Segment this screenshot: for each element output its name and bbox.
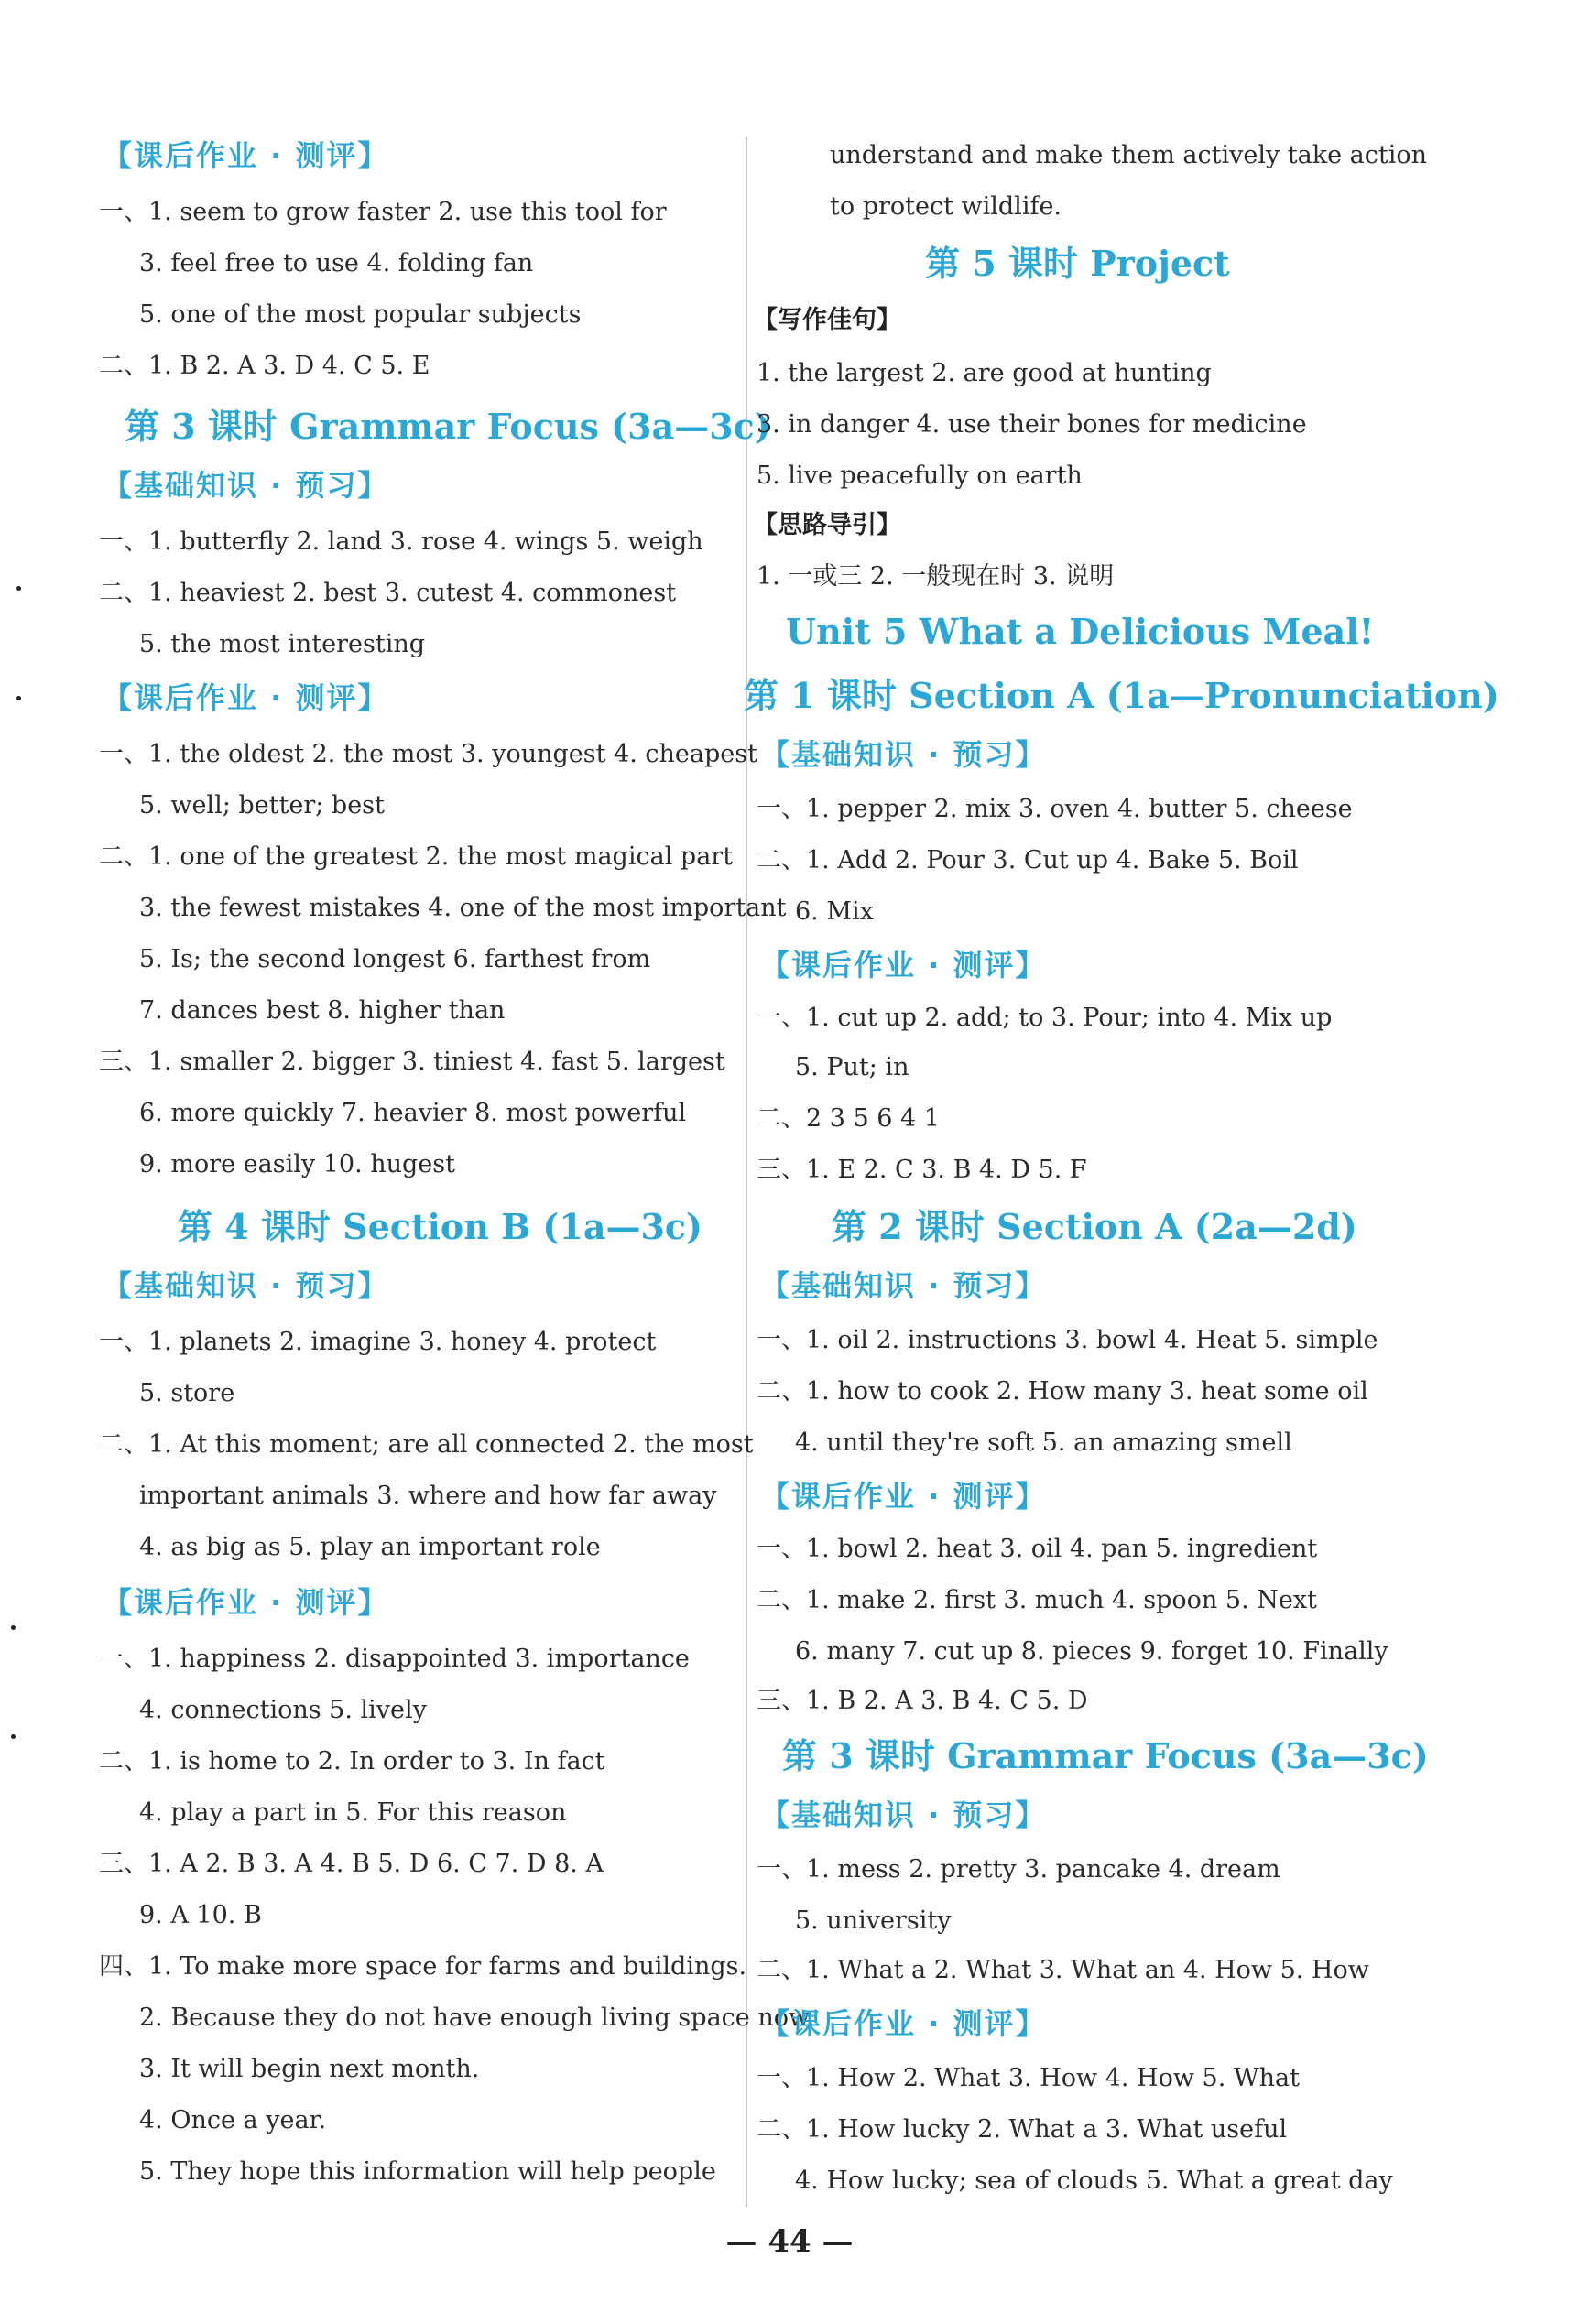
answer-line: 4. Once a year. [139,2106,327,2134]
lesson-heading: 第 2 课时 Section A (2a—2d) [832,1206,1357,1247]
answer-line: 一、1. seem to grow faster 2. use this tool for [99,198,667,226]
margin-dot [11,1734,16,1739]
answer-line: 4. play a part in 5. For this reason [139,1798,567,1827]
answer-line: 三、1. smaller 2. bigger 3. tiniest 4. fast 5. largest [99,1048,725,1076]
section-label-basics: 【基础知识 · 预习】 [760,1268,1047,1303]
answer-line: 4. How lucky; sea of clouds 5. What a great day [795,2167,1393,2195]
answer-line: 二、1. B 2. A 3. D 4. C 5. E [99,352,430,380]
answer-line: 3. in danger 4. use their bones for medicine [757,410,1307,439]
answer-line: 5. They hope this information will help people [139,2157,716,2186]
answer-line: 5. well; better; best [139,791,385,820]
section-label-writing: 【写作佳句】 [753,306,901,334]
answer-line: 1. 一或三 2. 一般现在时 3. 说明 [757,562,1115,591]
answer-line: 一、1. planets 2. imagine 3. honey 4. protect [99,1328,657,1356]
answer-line: 5. Is; the second longest 6. farthest from [139,945,651,973]
answer-line: 5. the most interesting [139,630,426,658]
lesson-heading: 第 3 课时 Grammar Focus (3a—3c) [125,406,771,447]
answer-line: 5. Put; in [795,1053,909,1081]
margin-dot [11,1625,16,1630]
section-label-basics: 【基础知识 · 预习】 [760,737,1047,772]
section-label-homework: 【课后作业 · 测评】 [760,2006,1047,2041]
answer-line: 5. store [139,1379,235,1407]
answer-line: 二、2 3 5 6 4 1 [757,1104,940,1133]
answer-line: 一、1. happiness 2. disappointed 3. importance [99,1645,690,1673]
answer-line: 4. until they're soft 5. an amazing smell [795,1428,1292,1457]
answer-line: 5. one of the most popular subjects [139,300,582,329]
answer-line: 一、1. cut up 2. add; to 3. Pour; into 4. Mix up [757,1004,1333,1032]
answer-line: 1. the largest 2. are good at hunting [757,359,1212,387]
margin-dot [16,586,21,591]
unit-heading: Unit 5 What a Delicious Meal! [786,611,1375,652]
answer-line: 三、1. B 2. A 3. B 4. C 5. D [757,1687,1088,1715]
lesson-heading: 第 5 课时 Project [925,243,1230,284]
answer-line: important animals 3. where and how far away [139,1482,717,1510]
answer-line: 3. It will begin next month. [139,2055,480,2083]
answer-line: 6. Mix [795,897,874,926]
answer-line: 7. dances best 8. higher than [139,996,506,1025]
answer-line: 6. more quickly 7. heavier 8. most powerful [139,1099,687,1127]
answer-line: 4. connections 5. lively [139,1696,427,1724]
answer-line: 二、1. is home to 2. In order to 3. In fact [99,1747,605,1776]
answer-line: 三、1. E 2. C 3. B 4. D 5. F [757,1156,1087,1184]
answer-line: 2. Because they do not have enough living space now. [139,2004,815,2032]
answer-line: 三、1. A 2. B 3. A 4. B 5. D 6. C 7. D 8. A [99,1850,604,1878]
answer-line: 一、1. mess 2. pretty 3. pancake 4. dream [757,1855,1280,1884]
section-label-homework: 【课后作业 · 测评】 [760,948,1047,983]
section-label-homework: 【课后作业 · 测评】 [760,1479,1047,1514]
answer-line: 二、1. one of the greatest 2. the most magical part [99,842,734,871]
answer-line: 4. as big as 5. play an important role [139,1533,601,1561]
answer-line: 二、1. heaviest 2. best 3. cutest 4. commonest [99,579,677,607]
answer-line: 5. university [795,1906,952,1935]
answer-line: 二、1. how to cook 2. How many 3. heat some oil [757,1377,1368,1406]
answer-line: 二、1. At this moment; are all connected 2. the most [99,1430,754,1459]
answer-line: 二、1. How lucky 2. What a 3. What useful [757,2115,1288,2144]
answer-line: 一、1. the oldest 2. the most 3. youngest 4. cheapest [99,740,757,768]
answer-line: 一、1. oil 2. instructions 3. bowl 4. Heat 5. simple [757,1326,1378,1354]
margin-dot [16,696,21,700]
section-label-basics: 【基础知识 · 预习】 [103,468,389,503]
answer-line: 9. more easily 10. hugest [139,1150,455,1178]
answer-line: 四、1. To make more space for farms and buildings. [99,1952,747,1981]
answer-line: 一、1. butterfly 2. land 3. rose 4. wings 5. weigh [99,527,703,556]
answer-line: to protect wildlife. [830,192,1062,221]
section-label-homework: 【课后作业 · 测评】 [103,1585,389,1620]
answer-line: 3. feel free to use 4. folding fan [139,249,534,277]
answer-line: understand and make them actively take action [830,141,1428,169]
answer-line: 二、1. make 2. first 3. much 4. spoon 5. Next [757,1586,1317,1614]
answer-line: 二、1. Add 2. Pour 3. Cut up 4. Bake 5. Boil [757,846,1299,874]
answer-line: 一、1. How 2. What 3. How 4. How 5. What [757,2064,1300,2092]
answer-line: 9. A 10. B [139,1901,262,1929]
answer-line: 6. many 7. cut up 8. pieces 9. forget 10. Finally [795,1637,1388,1666]
section-label-homework: 【课后作业 · 测评】 [103,680,389,715]
lesson-heading: 第 3 课时 Grammar Focus (3a—3c) [782,1735,1429,1776]
section-label-basics: 【基础知识 · 预习】 [760,1797,1047,1832]
answer-line: 3. the fewest mistakes 4. one of the most important [139,894,787,922]
page-number: — 44 — [725,2223,854,2260]
answer-line: 一、1. pepper 2. mix 3. oven 4. butter 5. cheese [757,795,1353,823]
section-label-outline: 【思路导引】 [753,511,901,539]
section-label-homework: 【课后作业 · 测评】 [103,138,389,173]
answer-line: 5. live peacefully on earth [757,462,1083,490]
lesson-heading: 第 1 课时 Section A (1a—Pronunciation) [744,675,1499,716]
lesson-heading: 第 4 课时 Section B (1a—3c) [178,1206,703,1247]
section-label-basics: 【基础知识 · 预习】 [103,1268,389,1303]
answer-line: 一、1. bowl 2. heat 3. oil 4. pan 5. ingredient [757,1535,1318,1563]
answer-line: 二、1. What a 2. What 3. What an 4. How 5. How [757,1956,1369,1984]
